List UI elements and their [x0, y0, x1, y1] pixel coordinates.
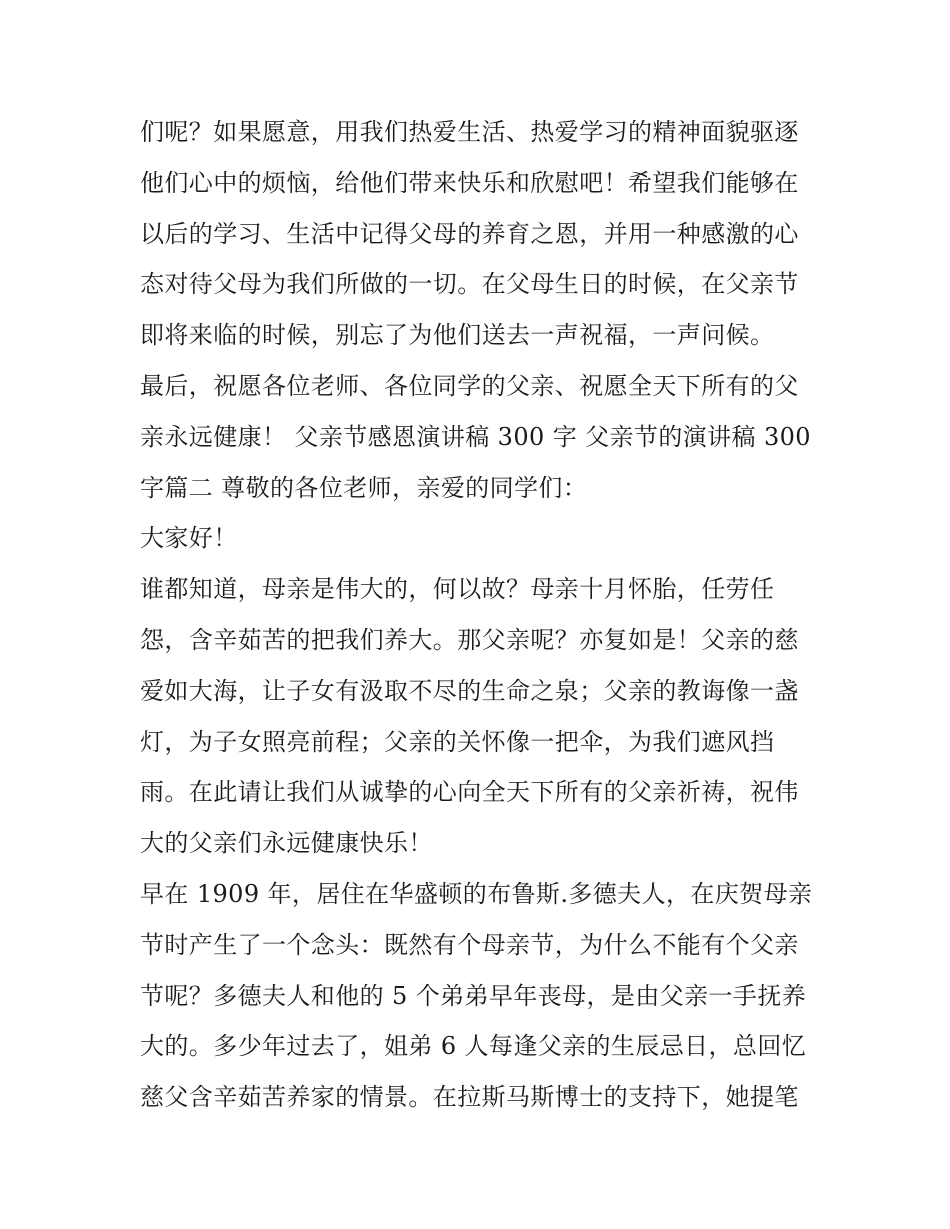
text-line: 谁都知道，母亲是伟大的，何以故？母亲十月怀胎，任劳任 — [140, 575, 775, 604]
text-line: 亲永远健康！ 父亲节感恩演讲稿 300 字 父亲节的演讲稿 300 — [140, 422, 811, 451]
text-line: 雨。在此请让我们从诚挚的心向全天下所有的父亲祈祷，祝伟 — [140, 778, 799, 807]
text-line: 大家好！ — [140, 524, 238, 553]
text-line: 态对待父母为我们所做的一切。在父母生日的时候，在父亲节 — [140, 270, 799, 299]
text-line: 慈父含辛茹苦养家的情景。在拉斯马斯博士的支持下，她提笔 — [140, 1083, 799, 1112]
text-line: 最后，祝愿各位老师、各位同学的父亲、祝愿全天下所有的父 — [140, 371, 799, 400]
text-line: 节时产生了一个念头：既然有个母亲节，为什么不能有个父亲 — [140, 930, 799, 959]
text-line: 字篇二 尊敬的各位老师，亲爱的同学们： — [140, 473, 588, 502]
text-line: 他们心中的烦恼，给他们带来快乐和欣慰吧！希望我们能够在 — [140, 168, 799, 197]
text-line: 怨，含辛茹苦的把我们养大。那父亲呢？亦复如是！父亲的慈 — [140, 625, 799, 654]
text-line: 们呢？如果愿意，用我们热爱生活、热爱学习的精神面貌驱逐 — [140, 118, 799, 146]
text-line: 早在 1909 年，居住在华盛顿的布鲁斯.多德夫人，在庆贺母亲 — [140, 879, 813, 908]
text-line: 大的。多少年过去了，姐弟 6 人每逢父亲的生辰忌日，总回忆 — [140, 1032, 807, 1061]
text-line: 以后的学习、生活中记得父母的养育之恩，并用一种感激的心 — [140, 219, 799, 248]
text-line: 爱如大海，让子女有汲取不尽的生命之泉；父亲的教诲像一盏 — [140, 676, 799, 705]
text-line: 大的父亲们永远健康快乐！ — [140, 829, 433, 858]
text-line: 即将来临的时候，别忘了为他们送去一声祝福，一声问候。 — [140, 321, 775, 350]
text-line: 节呢？多德夫人和他的 5 个弟弟早年丧母，是由父亲一手抚养 — [140, 981, 807, 1010]
body-text — [140, 107, 830, 1123]
text-line: 灯，为子女照亮前程；父亲的关怀像一把伞，为我们遮风挡 — [140, 727, 775, 756]
